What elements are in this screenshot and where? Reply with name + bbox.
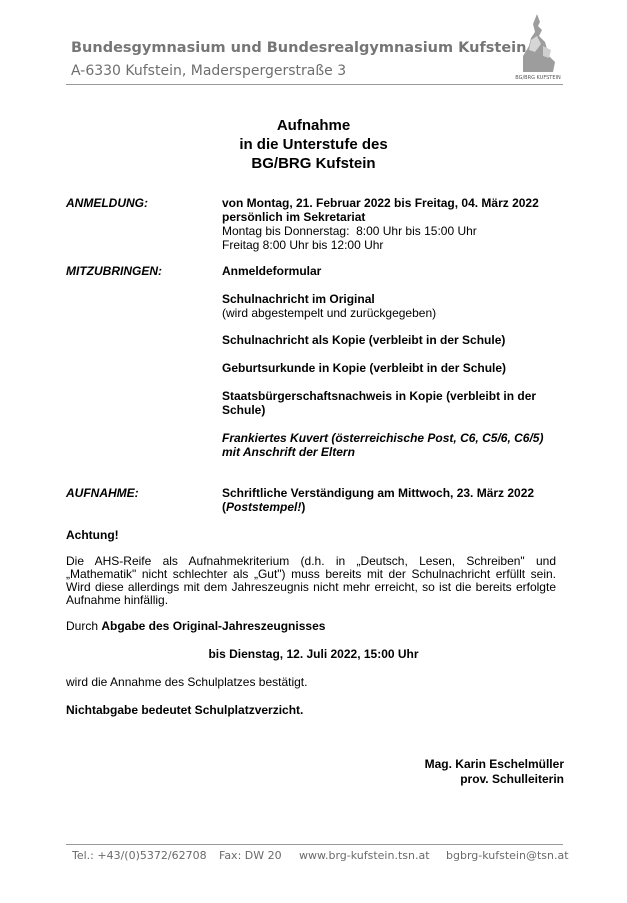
signature-name: Mag. Karin Eschelmüller	[424, 757, 564, 771]
anmeldung-hours-fri: Freitag 8:00 Uhr bis 12:00 Uhr	[222, 238, 384, 252]
aufnahme-details	[222, 486, 562, 514]
durch-line: Durch Abgabe des Original-Jahreszeugnisses	[66, 619, 326, 633]
mitzubringen-item-4: Geburtsurkunde in Kopie (verbleibt in der Schule)	[222, 361, 507, 375]
item-6-line-1: Frankiertes Kuvert (österreichische Post, C6, C5/6, C6/5)	[222, 431, 544, 445]
mitzubringen-item-6	[222, 431, 562, 459]
achtung-heading: Achtung!	[66, 528, 119, 542]
achtung-paragraph: Die AHS-Reife als Aufnahmekriterium (d.h. in „Deutsch, Lesen, Schreiben" und „Mathematik" nicht schlechter als „Gut") muss bereits mit der Schulnachricht erfüllt sein. Wird diese allerdings mit dem Jahreszeugnis nicht mehr erreicht, so ist die bereits erfolgte Aufnahme hinfällig.	[66, 554, 556, 607]
footer-web[interactable]: www.brg-kufstein.tsn.at	[299, 849, 430, 862]
logo-text: BG/BRG KUFSTEIN	[515, 75, 561, 81]
mitzubringen-item-2	[222, 292, 562, 320]
signature-block	[425, 757, 564, 787]
deadline: bis Dienstag, 12. Juli 2022, 15:00 Uhr	[208, 647, 419, 661]
item-2-title: Schulnachricht im Original	[222, 292, 375, 306]
aufnahme-postmark: (Poststempel!)	[222, 500, 306, 514]
footer-tel: Tel.: +43/(0)5372/62708	[72, 849, 207, 862]
mitzubringen-label: MITZUBRINGEN:	[66, 264, 162, 278]
item-6-line-2: mit Anschrift der Eltern	[222, 445, 355, 459]
warning-line: Nichtabgabe bedeutet Schulplatzverzicht.	[66, 703, 304, 717]
item-2-note: (wird abgestempelt und zurückgegeben)	[222, 306, 437, 320]
anmeldung-hours-mon-thu: Montag bis Donnerstag: 8:00 Uhr bis 15:00 Uhr	[222, 224, 477, 238]
page-title	[0, 116, 627, 173]
mitzubringen-item-1: Anmeldeformular	[222, 264, 322, 278]
footer-fax: Fax: DW 20	[219, 849, 282, 862]
item-5-line-2: Schule)	[222, 403, 266, 417]
aufnahme-label: AUFNAHME:	[66, 486, 139, 500]
title-line-3: BG/BRG Kufstein	[251, 155, 376, 172]
header-rule	[66, 84, 563, 85]
title-line-1: Aufnahme	[276, 117, 351, 134]
footer-email[interactable]: bgbrg-kufstein@tsn.at	[446, 849, 569, 862]
logo-face-shape	[543, 46, 551, 58]
confirm-line: wird die Annahme des Schulplatzes bestätigt.	[66, 675, 308, 689]
aufnahme-date: Schriftliche Verständigung am Mittwoch, 23. März 2022	[222, 486, 535, 500]
school-name: Bundesgymnasium und Bundesrealgymnasium Kufstein	[71, 40, 527, 56]
footer-rule	[66, 844, 563, 845]
school-address: A-6330 Kufstein, Maderspergerstraße 3	[71, 63, 347, 79]
mitzubringen-item-5	[222, 389, 562, 417]
anmeldung-label: ANMELDUNG:	[66, 196, 148, 210]
item-5-line-1: Staatsbürgerschaftsnachweis in Kopie (verbleibt in der	[222, 389, 537, 403]
anmeldung-dates: von Montag, 21. Februar 2022 bis Freitag, 04. März 2022	[222, 196, 539, 210]
anmeldung-location: persönlich im Sekretariat	[222, 210, 366, 224]
mitzubringen-item-3: Schulnachricht als Kopie (verbleibt in der Schule)	[222, 333, 506, 347]
title-line-2: in die Unterstufe des	[239, 136, 388, 153]
signature-role: prov. Schulleiterin	[460, 772, 564, 786]
school-logo	[515, 12, 561, 82]
anmeldung-details	[222, 196, 562, 252]
